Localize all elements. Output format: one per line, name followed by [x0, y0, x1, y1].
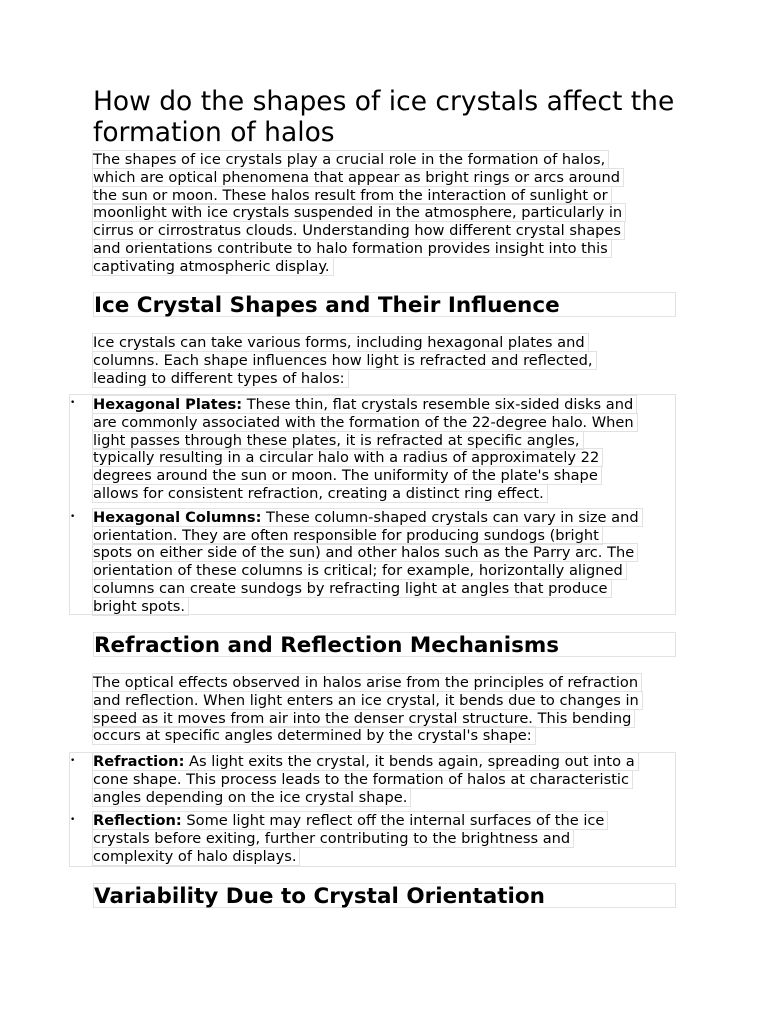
bullet-list	[69, 394, 676, 615]
bullet-icon: •	[70, 756, 76, 766]
list-item-term: Reflection:	[93, 812, 182, 830]
text-line: and orientations contribute to halo formation provides insight into this	[93, 240, 611, 257]
section-heading: Variability Due to Crystal Orientation	[93, 883, 676, 908]
bullet-list	[69, 752, 676, 867]
text-line: columns. Each shape influences how light is refracted and reflected,	[93, 352, 596, 369]
list-item	[70, 395, 675, 503]
section-paragraph	[93, 674, 678, 745]
list-item-term: Refraction:	[93, 753, 185, 770]
text-line: occurs at specific angles determined by the crystal's shape:	[93, 727, 535, 744]
text-line: allows for consistent refraction, creating a distinct ring effect.	[93, 485, 547, 502]
text-line: which are optical phenomena that appear as bright rings or arcs around	[93, 169, 623, 186]
text-line: captivating atmospheric display.	[93, 258, 333, 275]
text-line: columns can create sundogs by refracting light at angles that produce	[93, 580, 611, 597]
text-line: Ice crystals can take various forms, including hexagonal plates and	[93, 334, 588, 351]
text-line: spots on either side of the sun) and other halos such as the Parry arc. The	[93, 544, 637, 561]
section-heading: Refraction and Reflection Mechanisms	[93, 632, 676, 657]
text-line: bright spots.	[93, 598, 188, 615]
section-heading: Ice Crystal Shapes and Their Influence	[93, 292, 676, 317]
list-item	[70, 753, 675, 806]
text-line: orientation of these columns is critical; for example, horizontally aligned	[93, 562, 626, 579]
text-line: light passes through these plates, it is refracted at specific angles,	[93, 432, 583, 449]
page-title: How do the shapes of ice crystals affect the formation of halos	[93, 86, 675, 148]
text-line: angles depending on the ice crystal shape.	[93, 789, 410, 806]
list-item-term: Hexagonal Columns:	[93, 508, 262, 526]
text-line: crystals before exiting, further contributing to the brightness and	[93, 830, 573, 847]
intro-paragraph	[93, 151, 678, 276]
text-line: and reflection. When light enters an ice crystal, it bends due to changes in	[93, 692, 642, 709]
text-line: These column-shaped crystals can vary in size and	[261, 508, 639, 526]
section-paragraph	[93, 334, 678, 387]
text-line: degrees around the sun or moon. The uniformity of the plate's shape	[93, 467, 601, 484]
list-item	[70, 509, 675, 616]
text-line: complexity of halo displays.	[93, 848, 299, 865]
list-item	[70, 812, 675, 865]
text-line: The optical effects observed in halos arise from the principles of refraction	[93, 674, 641, 691]
list-item-term: Hexagonal Plates:	[93, 396, 243, 413]
bullet-icon: •	[70, 398, 76, 408]
text-line: leading to different types of halos:	[93, 370, 348, 387]
text-line: As light exits the crystal, it bends again, spreading out into a	[184, 753, 635, 770]
text-line: These thin, flat crystals resemble six-sided disks and	[242, 396, 634, 413]
text-line: are commonly associated with the formation of the 22-degree halo. When	[93, 414, 637, 431]
text-line: moonlight with ice crystals suspended in the atmosphere, particularly in	[93, 204, 625, 221]
text-line: cone shape. This process leads to the formation of halos at characteristic	[93, 771, 632, 788]
text-line: Some light may reflect off the internal surfaces of the ice	[181, 812, 605, 830]
text-line: speed as it moves from air into the denser crystal structure. This bending	[93, 710, 634, 727]
bullet-icon: •	[70, 511, 76, 522]
text-line: The shapes of ice crystals play a crucial role in the formation of halos,	[93, 151, 608, 168]
bullet-icon: •	[70, 815, 76, 826]
text-line: orientation. They are often responsible for producing sundogs (bright	[93, 527, 602, 544]
text-line: the sun or moon. These halos result from the interaction of sunlight or	[93, 187, 611, 204]
text-line: cirrus or cirrostratus clouds. Understanding how different crystal shapes	[93, 222, 624, 239]
text-line: typically resulting in a circular halo with a radius of approximately 22	[93, 449, 602, 466]
